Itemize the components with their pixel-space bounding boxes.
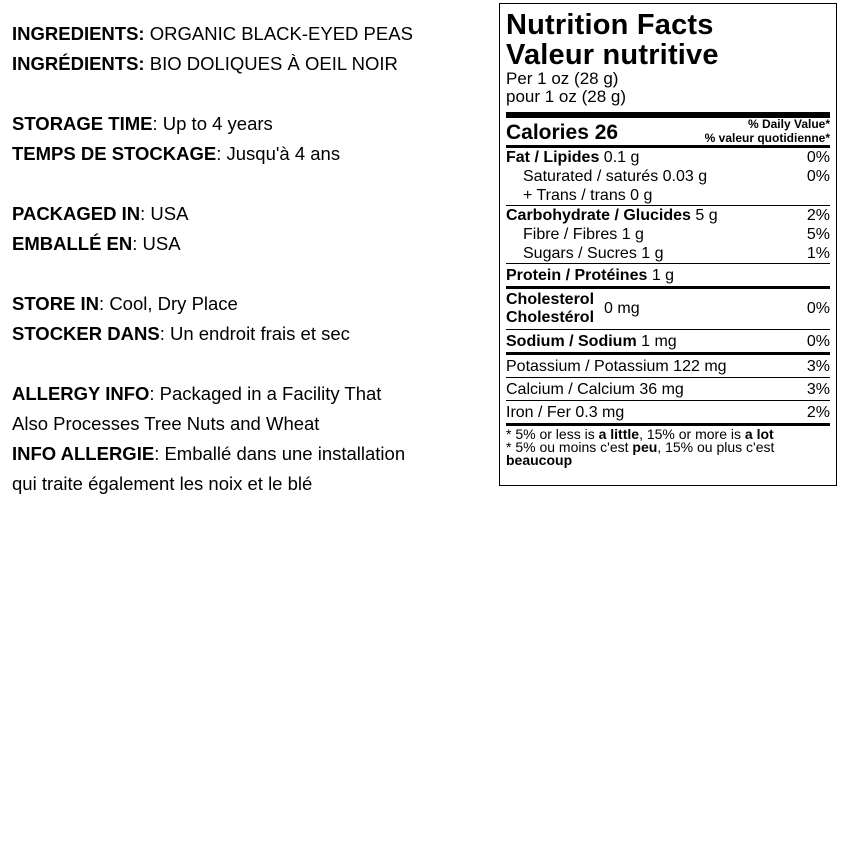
iron-row <box>506 401 830 423</box>
potassium-row <box>506 355 830 377</box>
sodium-row <box>506 330 830 352</box>
calcium-row <box>506 378 830 400</box>
allergy-fr-line-2 <box>12 469 490 499</box>
allergy-fr-line <box>12 439 490 469</box>
sodium-label: Sodium / Sodium <box>506 332 637 350</box>
calories-row <box>506 118 830 145</box>
potassium-percent: 3% <box>806 357 830 375</box>
carbohydrate-label: Carbohydrate / Glucides <box>506 207 691 224</box>
serving-size-en: Per 1 oz (28 g) <box>506 69 619 88</box>
storage-fr-label: TEMPS DE STOCKAGE <box>12 143 217 164</box>
packaged-value: : USA <box>140 203 189 224</box>
iron-label: Iron / Fer 0.3 mg <box>506 403 625 421</box>
serving-size-fr: pour 1 oz (28 g) <box>506 87 627 106</box>
cholesterol-label-en: Cholesterol <box>506 291 595 308</box>
allergy-fr-value-2: qui traite également les noix et le blé <box>12 473 313 494</box>
product-info-column <box>12 19 490 499</box>
sodium-percent: 0% <box>806 332 830 350</box>
protein-row <box>506 264 830 286</box>
store-fr-value: : Un endroit frais et sec <box>159 323 350 344</box>
cholesterol-label-fr: Cholestérol <box>506 309 595 326</box>
calcium-label: Calcium / Calcium 36 mg <box>506 380 684 398</box>
iron-percent: 2% <box>806 403 830 421</box>
allergy-fr-label: INFO ALLERGIE <box>12 443 155 464</box>
packaged-fr-line <box>12 229 490 259</box>
allergy-value-2: Also Processes Tree Nuts and Wheat <box>12 413 320 434</box>
ingredients-fr-label: INGRÉDIENTS: <box>12 53 145 74</box>
allergy-fr-value: : Emballé dans une installation <box>154 443 406 464</box>
footnote-en: * 5% or less is a little, 15% or more is a lot <box>506 426 774 442</box>
fat-amount: 0.1 g <box>599 149 640 166</box>
sugars-row <box>506 244 830 263</box>
saturated-row <box>506 167 830 186</box>
ingredients-fr-line <box>12 49 490 79</box>
ingredients-value: ORGANIC BLACK-EYED PEAS <box>144 23 413 44</box>
storage-fr-line <box>12 139 490 169</box>
nutrition-facts-panel <box>499 3 837 486</box>
sugars-label: Sugars / Sucres 1 g <box>523 245 664 262</box>
daily-value-header <box>705 117 830 145</box>
fat-percent: 0% <box>806 149 830 166</box>
ingredients-line <box>12 19 490 49</box>
nutrition-title-fr: Valeur nutritive <box>506 39 719 71</box>
store-fr-label: STOCKER DANS <box>12 323 160 344</box>
protein-label: Protein / Protéines <box>506 266 648 284</box>
cholesterol-row <box>506 289 830 329</box>
packaged-label: PACKAGED IN <box>12 203 141 224</box>
packaged-fr-label: EMBALLÉ EN <box>12 233 133 254</box>
allergy-label: ALLERGY INFO <box>12 383 150 404</box>
protein-amount: 1 g <box>647 266 675 284</box>
potassium-label: Potassium / Potassium 122 mg <box>506 357 727 375</box>
store-value: : Cool, Dry Place <box>99 293 238 314</box>
footnote-fr: * 5% ou moins c'est peu, 15% ou plus c'est <box>506 439 775 455</box>
saturated-label: Saturated / saturés 0.03 g <box>523 168 708 185</box>
packaged-fr-value: : USA <box>132 233 181 254</box>
fat-label: Fat / Lipides <box>506 149 600 166</box>
storage-value: : Up to 4 years <box>152 113 273 134</box>
ingredients-label: INGREDIENTS: <box>12 23 145 44</box>
calcium-percent: 3% <box>806 380 830 398</box>
allergy-line-2 <box>12 409 490 439</box>
cholesterol-amount: 0 mg <box>604 300 640 317</box>
carbohydrate-amount: 5 g <box>690 207 718 224</box>
store-line <box>12 289 490 319</box>
store-fr-line <box>12 319 490 349</box>
store-label: STORE IN <box>12 293 100 314</box>
packaged-line <box>12 199 490 229</box>
trans-label: + Trans / trans 0 g <box>523 187 653 204</box>
ingredients-fr-value: BIO DOLIQUES À OEIL NOIR <box>144 53 398 74</box>
trans-row <box>506 186 830 205</box>
storage-line <box>12 109 490 139</box>
fibre-label: Fibre / Fibres 1 g <box>523 226 644 243</box>
carbohydrate-row <box>506 206 830 225</box>
fibre-row <box>506 225 830 244</box>
daily-value-fr: % valeur quotidienne* <box>704 131 830 145</box>
storage-fr-value: : Jusqu'à 4 ans <box>216 143 341 164</box>
allergy-line <box>12 379 490 409</box>
storage-label: STORAGE TIME <box>12 113 153 134</box>
allergy-value: : Packaged in a Facility That <box>149 383 382 404</box>
nutrition-title-en: Nutrition Facts <box>506 9 714 41</box>
daily-value-en: % Daily Value* <box>747 117 830 131</box>
saturated-percent: 0% <box>806 168 830 185</box>
cholesterol-percent: 0% <box>806 300 830 317</box>
fibre-percent: 5% <box>806 226 830 243</box>
sodium-amount: 1 mg <box>636 332 677 350</box>
fat-row <box>506 148 830 167</box>
calories-label: Calories 26 <box>506 121 619 144</box>
footnote-fr-2: beaucoup <box>506 452 573 468</box>
carbohydrate-percent: 2% <box>806 207 830 224</box>
sugars-percent: 1% <box>806 245 830 262</box>
footnote <box>506 426 830 467</box>
